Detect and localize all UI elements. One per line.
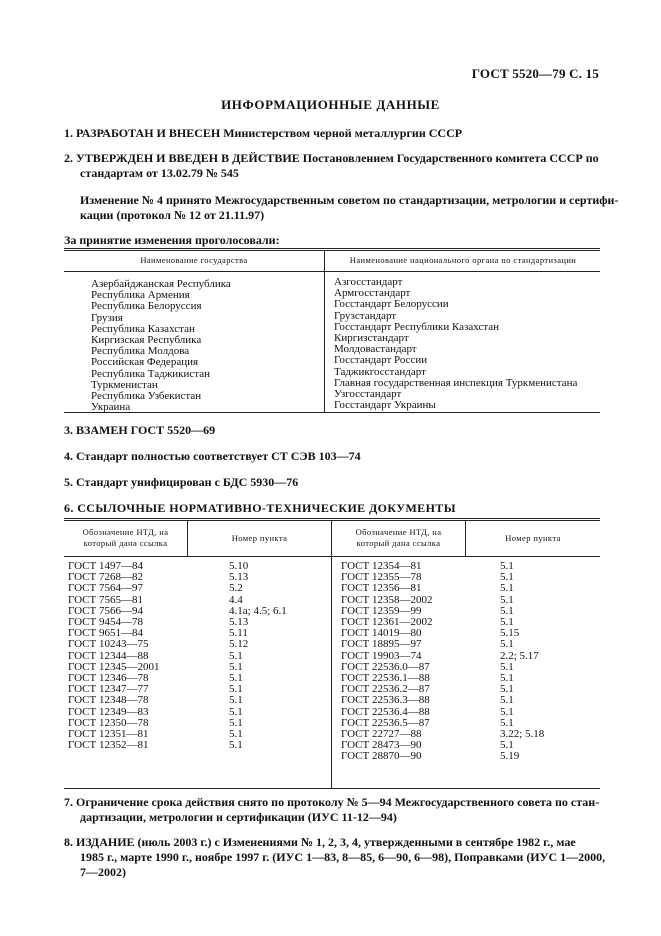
state-name: Республика Армения bbox=[91, 289, 190, 302]
header-line: который дана ссылка bbox=[356, 538, 441, 548]
standards-body: Таджикгосстандарт bbox=[334, 365, 426, 378]
ref-clause: 5.1 bbox=[229, 739, 243, 752]
ref-clause: 5.1 bbox=[500, 683, 514, 696]
item-7-line-2: дартизации, метрологии и сертификации (ИУС 11-12—94) bbox=[80, 810, 397, 824]
ref-clause: 5.1 bbox=[229, 649, 243, 662]
refs-left-clauses bbox=[229, 561, 287, 751]
page-title: ИНФОРМАЦИОННЫЕ ДАННЫЕ bbox=[221, 97, 440, 112]
ref-clause: 5.1 bbox=[500, 593, 514, 606]
ref-doc: ГОСТ 7565—81 bbox=[68, 593, 143, 606]
standards-body: Армгосстандарт bbox=[334, 287, 411, 300]
ref-clause: 3.22; 5.18 bbox=[500, 728, 545, 741]
standards-body: Киргизстандарт bbox=[334, 332, 409, 345]
ref-doc: ГОСТ 19903—74 bbox=[341, 649, 422, 662]
ref-doc: ГОСТ 7564—97 bbox=[68, 582, 143, 595]
standards-body: Грузстандарт bbox=[334, 309, 397, 322]
ref-doc: ГОСТ 12346—78 bbox=[68, 672, 149, 685]
ref-doc: ГОСТ 9454—78 bbox=[68, 616, 143, 629]
item-5: 5. Стандарт унифицирован с БДС 5930—76 bbox=[64, 475, 299, 489]
ref-doc: ГОСТ 12348—78 bbox=[68, 694, 149, 707]
ref-doc: ГОСТ 12354—81 bbox=[341, 560, 422, 572]
header-line: Обозначение НТД, на bbox=[82, 527, 169, 537]
item-6: 6. ССЫЛОЧНЫЕ НОРМАТИВНО-ТЕХНИЧЕСКИЕ ДОКУМЕНТЫ bbox=[64, 501, 456, 515]
ref-doc: ГОСТ 28870—90 bbox=[341, 750, 422, 763]
state-name: Республика Белоруссия bbox=[91, 300, 202, 313]
refs-right-docs bbox=[341, 561, 432, 763]
states-header-state: Наименование государства bbox=[140, 255, 248, 265]
ref-doc: ГОСТ 12356—81 bbox=[341, 582, 422, 595]
state-name: Республика Молдова bbox=[91, 345, 190, 358]
standards-body: Госстандарт Республики Казахстан bbox=[334, 320, 500, 333]
state-name: Российская Федерация bbox=[91, 356, 199, 369]
ref-doc: ГОСТ 22727—88 bbox=[341, 728, 422, 741]
ref-doc: ГОСТ 12350—78 bbox=[68, 716, 149, 729]
ref-doc: ГОСТ 14019—80 bbox=[341, 627, 422, 640]
item-8-line-1: 8. ИЗДАНИЕ (июль 2003 г.) с Изменениями № 1, 2, 3, 4, утвержденными в сентябре 1982 г., мае bbox=[64, 835, 576, 849]
ref-clause: 5.1 bbox=[229, 672, 243, 685]
ref-clause: 5.1 bbox=[229, 694, 243, 707]
ref-clause: 4.4 bbox=[229, 593, 243, 606]
ref-clause: 2.2; 5.17 bbox=[500, 649, 539, 662]
ref-clause: 5.1 bbox=[229, 683, 243, 696]
ref-clause: 5.15 bbox=[500, 627, 520, 640]
item-8-line-3: 7—2002) bbox=[80, 865, 126, 879]
ref-doc: ГОСТ 22536.1—88 bbox=[341, 672, 430, 685]
ref-doc: ГОСТ 12349—83 bbox=[68, 705, 149, 718]
ref-clause: 5.1 bbox=[500, 739, 514, 752]
item-7-line-1: 7. Ограничение срока действия снято по протоколу № 5—94 Межгосударственного совета по стан- bbox=[64, 795, 600, 809]
ref-clause: 5.1 bbox=[500, 638, 514, 651]
state-name: Грузия bbox=[91, 311, 123, 324]
ref-doc: ГОСТ 7566—94 bbox=[68, 604, 143, 617]
ref-doc: ГОСТ 12347—77 bbox=[68, 683, 149, 696]
ref-clause: 5.1 bbox=[229, 660, 243, 673]
ref-doc: ГОСТ 12358—2002 bbox=[341, 593, 433, 606]
table-rule bbox=[64, 788, 600, 789]
ref-clause: 5.1 bbox=[229, 716, 243, 729]
state-name: Республика Узбекистан bbox=[91, 390, 202, 403]
table-column-divider bbox=[331, 520, 332, 788]
ref-clause: 5.1 bbox=[500, 672, 514, 685]
item-2-line-2: стандартам от 13.02.79 № 545 bbox=[80, 166, 239, 180]
ref-clause: 5.1 bbox=[500, 660, 514, 673]
item-2-line-1: 2. УТВЕРЖДЕН И ВВЕДЕН В ДЕЙСТВИЕ Постановлением Государственного комитета СССР по bbox=[64, 151, 599, 165]
ref-clause: 5.1 bbox=[500, 560, 514, 572]
ref-doc: ГОСТ 22536.3—88 bbox=[341, 694, 430, 707]
ref-doc: ГОСТ 12345—2001 bbox=[68, 660, 160, 673]
ref-clause: 5.1 bbox=[500, 582, 514, 595]
standards-body: Молдовастандарт bbox=[334, 343, 417, 356]
table-rule bbox=[64, 518, 600, 519]
item-4: 4. Стандарт полностью соответствует СТ СЭВ 103—74 bbox=[64, 449, 361, 463]
ref-doc: ГОСТ 12359—99 bbox=[341, 604, 422, 617]
state-name: Туркменистан bbox=[91, 378, 158, 391]
ref-clause: 5.1 bbox=[500, 571, 514, 584]
table-rule bbox=[64, 271, 600, 272]
ref-doc: ГОСТ 22536.2—87 bbox=[341, 683, 430, 696]
state-name: Украина bbox=[91, 401, 131, 414]
standards-body: Узгосстандарт bbox=[334, 388, 402, 401]
amendment-line-2: кации (протокол № 12 от 21.11.97) bbox=[80, 208, 265, 222]
ref-doc: ГОСТ 10243—75 bbox=[68, 638, 149, 651]
table-rule bbox=[64, 520, 600, 521]
ref-clause: 5.13 bbox=[229, 571, 249, 584]
ref-clause: 5.10 bbox=[229, 560, 249, 572]
ref-clause: 5.2 bbox=[229, 582, 243, 595]
item-3: 3. ВЗАМЕН ГОСТ 5520—69 bbox=[64, 423, 216, 437]
bodies-column bbox=[334, 277, 577, 411]
ref-doc: ГОСТ 18895—97 bbox=[341, 638, 422, 651]
header-line: который дана ссылка bbox=[83, 538, 168, 548]
standards-body: Главная государственная инспекция Туркменистана bbox=[334, 376, 578, 389]
refs-header-clause-left: Номер пункта bbox=[231, 533, 288, 543]
table-rule bbox=[64, 556, 600, 557]
standards-body: Азгосстандарт bbox=[334, 276, 403, 288]
ref-doc: ГОСТ 12352—81 bbox=[68, 739, 149, 752]
ref-clause: 5.11 bbox=[229, 627, 248, 640]
state-name: Азербайджанская Республика bbox=[91, 278, 231, 290]
ref-doc: ГОСТ 22536.5—87 bbox=[341, 716, 430, 729]
ref-clause: 5.13 bbox=[229, 616, 249, 629]
doc-code-header: ГОСТ 5520—79 С. 15 bbox=[471, 66, 599, 81]
ref-doc: ГОСТ 12361—2002 bbox=[341, 616, 433, 629]
table-rule bbox=[64, 250, 600, 251]
refs-left-docs bbox=[68, 561, 159, 751]
header-line: Обозначение НТД, на bbox=[355, 527, 442, 537]
ref-clause: 5.1 bbox=[500, 694, 514, 707]
ref-clause: 5.1 bbox=[500, 705, 514, 718]
state-name: Республика Казахстан bbox=[91, 322, 195, 335]
refs-header-designation-right bbox=[332, 527, 465, 549]
table-rule bbox=[64, 248, 600, 249]
ref-clause: 5.1 bbox=[500, 616, 514, 629]
ref-doc: ГОСТ 9651—84 bbox=[68, 627, 143, 640]
amendment-line-1: Изменение № 4 принято Межгосударственным советом по стандартизации, метрологии и сертифи- bbox=[80, 193, 619, 207]
ref-clause: 4.1а; 4.5; 6.1 bbox=[229, 604, 287, 617]
ref-clause: 5.1 bbox=[229, 728, 243, 741]
voted-label: За принятие изменения проголосовали: bbox=[64, 233, 280, 247]
state-name: Республика Таджикистан bbox=[91, 367, 210, 380]
ref-clause: 5.1 bbox=[229, 705, 243, 718]
standards-body: Госстандарт Белоруссии bbox=[334, 298, 449, 311]
states-column bbox=[91, 279, 231, 413]
states-header-body: Наименование национального органа по стандартизации bbox=[349, 255, 577, 265]
ref-doc: ГОСТ 12351—81 bbox=[68, 728, 149, 741]
ref-doc: ГОСТ 12344—88 bbox=[68, 649, 149, 662]
ref-doc: ГОСТ 7268—82 bbox=[68, 571, 143, 584]
ref-doc: ГОСТ 12355—78 bbox=[341, 571, 422, 584]
ref-doc: ГОСТ 1497—84 bbox=[68, 560, 143, 572]
ref-clause: 5.1 bbox=[500, 604, 514, 617]
standards-body: Госстандарт России bbox=[334, 354, 428, 367]
ref-doc: ГОСТ 22536.4—88 bbox=[341, 705, 430, 718]
ref-clause: 5.12 bbox=[229, 638, 249, 651]
ref-clause: 5.1 bbox=[500, 716, 514, 729]
item-8-line-2: 1985 г., марте 1990 г., ноябре 1997 г. (ИУС 1—83, 8—85, 6—90, 6—98), Поправками (ИУС 1—2000, bbox=[80, 850, 606, 864]
ref-doc: ГОСТ 22536.0—87 bbox=[341, 660, 430, 673]
table-column-divider bbox=[324, 250, 325, 412]
refs-right-clauses bbox=[500, 561, 544, 763]
refs-header-designation-left bbox=[64, 527, 187, 549]
item-1: 1. РАЗРАБОТАН И ВНЕСЕН Министерством черной металлургии СССР bbox=[64, 126, 463, 140]
ref-clause: 5.19 bbox=[500, 750, 520, 763]
refs-header-clause-right: Номер пункта bbox=[505, 533, 561, 543]
standards-body: Госстандарт Украины bbox=[334, 399, 436, 412]
state-name: Киргизская Республика bbox=[91, 334, 202, 347]
ref-doc: ГОСТ 28473—90 bbox=[341, 739, 422, 752]
